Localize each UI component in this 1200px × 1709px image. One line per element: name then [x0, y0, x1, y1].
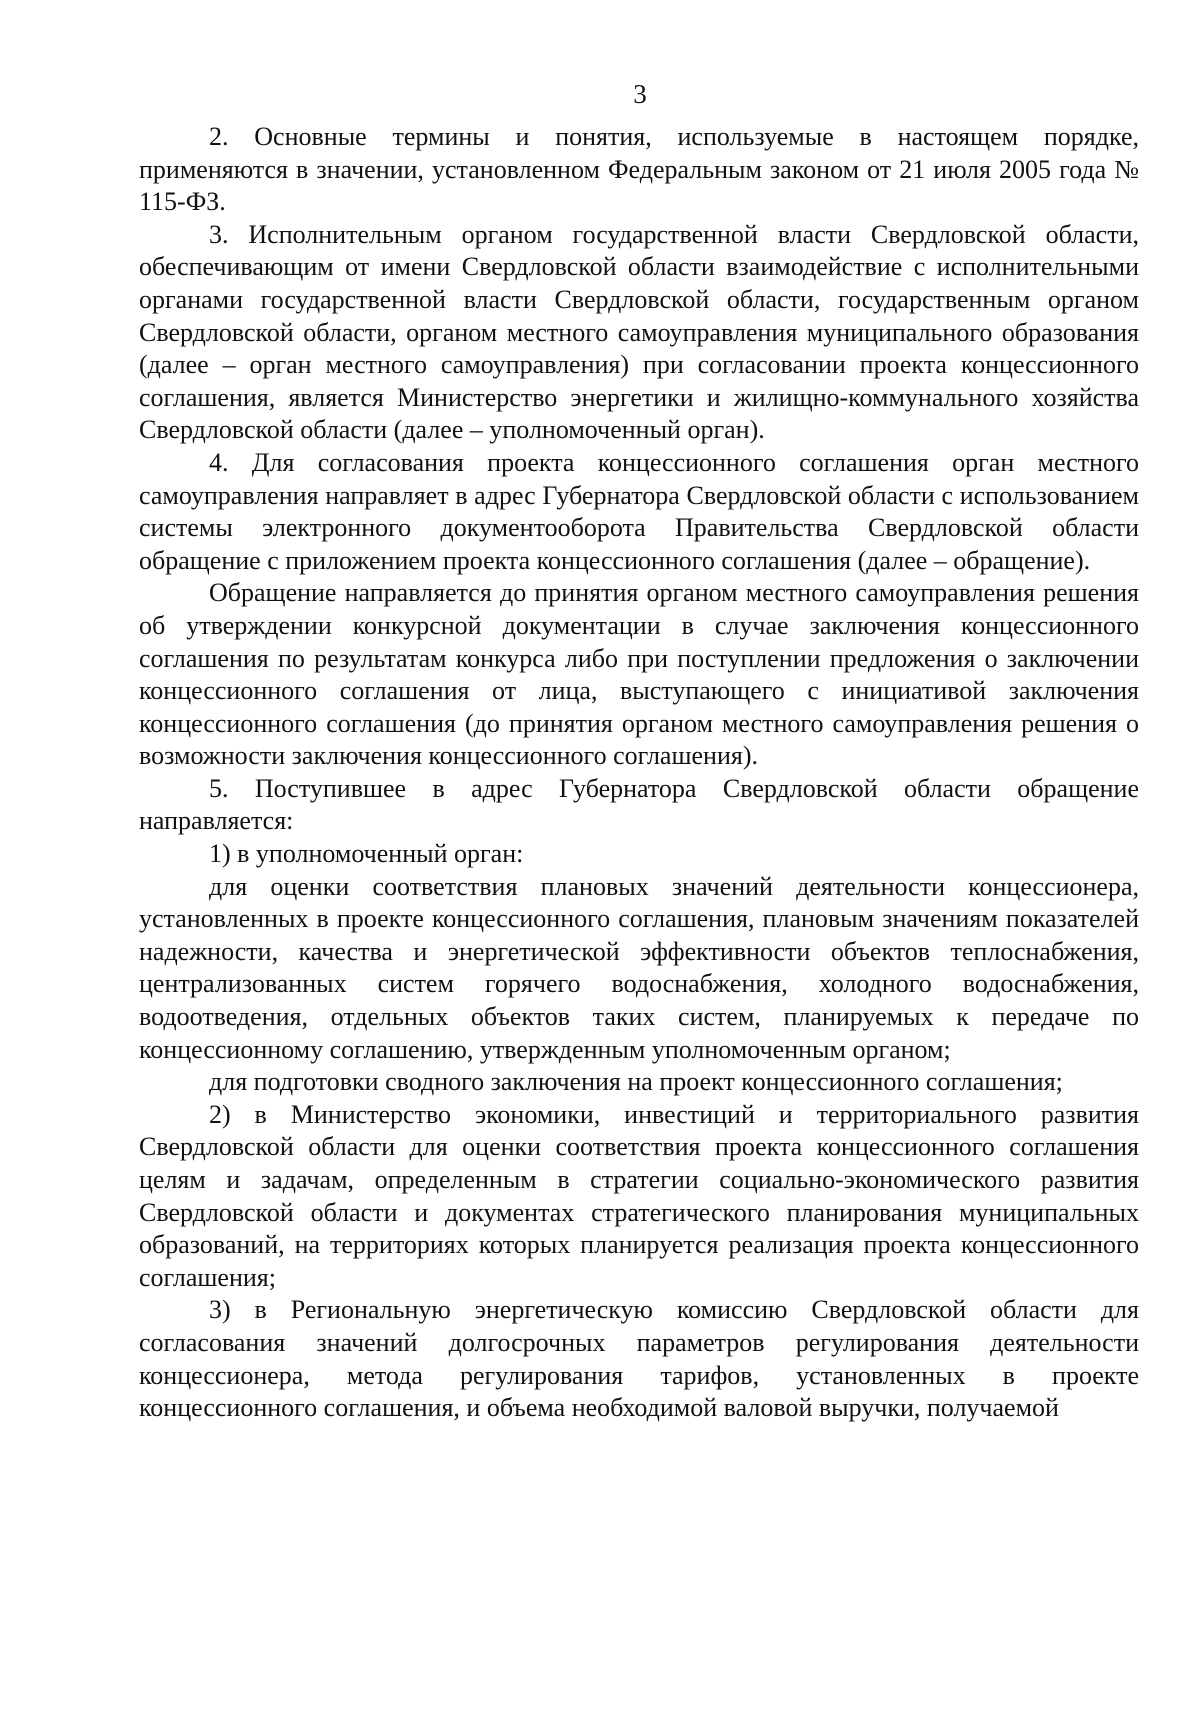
paragraph-3: 3. Исполнительным органом государственной власти Свердловской области, обеспечивающим от имени Свердловской области взаимодействие с исполнительными органами государственной власти Свердловской области, государственным органом Свердловской области, органом местного самоуправления муниципального образования (далее – орган местного самоуправления) при согласовании проекта концессионного соглашения, является Министерство энергетики и жилищно-коммунального хозяйства Свердловской области (далее – уполномоченный орган). — [139, 219, 1139, 445]
paragraph-5: 5. Поступившее в адрес Губернатора Свердловской области обращение направляется: — [139, 773, 1139, 836]
subitem-2: 2) в Министерство экономики, инвестиций и территориального развития Свердловской области для оценки соответствия проекта концессионного соглашения целям и задачам, определенным в стратегии социально-экономического развития Свердловской области и документах стратегического планирования муниципальных образований, на территориях которых планируется реализация проекта концессионного соглашения; — [139, 1099, 1139, 1292]
subitem-3: 3) в Региональную энергетическую комиссию Свердловской области для согласования значений долгосрочных параметров регулирования деятельности концессионера, метода регулирования тарифов, установленных в проекте концессионного соглашения, и объема необходимой валовой выручки, получаемой — [139, 1295, 1139, 1423]
paragraph-2: 2. Основные термины и понятия, используемые в настоящем порядке, применяются в значении, установленном Федеральным законом от 21 июля 2005 года № 115-ФЗ. — [139, 122, 1139, 217]
paragraph-4-appeal: Обращение направляется до принятия органом местного самоуправления решения об утверждении конкурсной документации в случае заключения концессионного соглашения по результатам конкурса либо при поступлении предложения о заключении концессионного соглашения от лица, выступающего с инициативой заключения концессионного соглашения (до принятия органом местного самоуправления решения о возможности заключения концессионного соглашения). — [139, 578, 1139, 771]
page-number: 3 — [633, 79, 647, 109]
document-body — [139, 121, 1139, 1425]
subitem-1-summary: для подготовки сводного заключения на проект концессионного соглашения; — [209, 1067, 1063, 1097]
subitem-1: 1) в уполномоченный орган: — [209, 839, 524, 869]
paragraph-4: 4. Для согласования проекта концессионного соглашения орган местного самоуправления направляет в адрес Губернатора Свердловской области с использованием системы электронного документооборота Правительства Свердловской области обращение с приложением проекта концессионного соглашения (далее – обращение). — [139, 447, 1139, 575]
subitem-1-assessment: для оценки соответствия плановых значений деятельности концессионера, установленных в проекте концессионного соглашения, плановым значениям показателей надежности, качества и энергетической эффективности объектов теплоснабжения, централизованных систем горячего водоснабжения, холодного водоснабжения, водоотведения, отдельных объектов таких систем, планируемых к передаче по концессионному соглашению, утвержденным уполномоченным органом; — [139, 871, 1139, 1064]
